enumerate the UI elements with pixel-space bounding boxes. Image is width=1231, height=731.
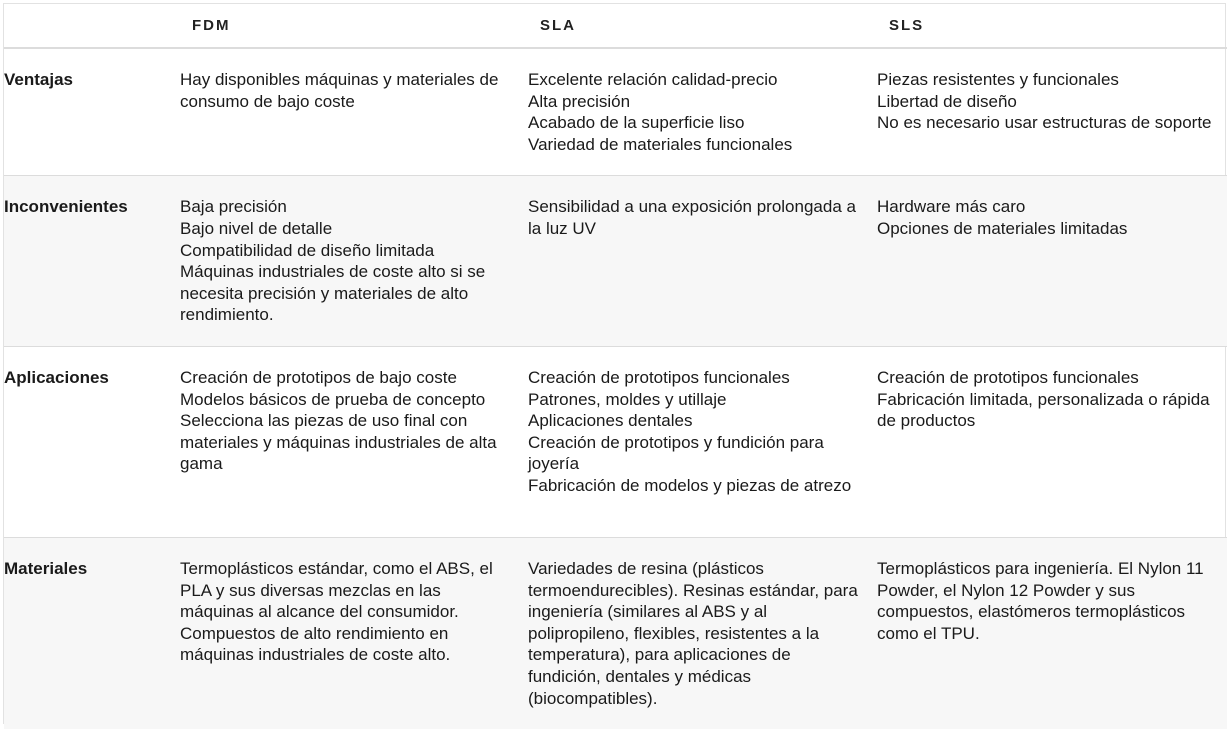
cell-fdm xyxy=(180,176,528,347)
cell-sla xyxy=(528,346,877,537)
cell-line: Bajo nivel de detalle xyxy=(180,218,333,238)
cell-line: Alta precisión xyxy=(528,91,631,111)
cell-line: Acabado de la superficie liso xyxy=(528,113,745,133)
cell-line: Patrones, moldes y utillaje xyxy=(528,389,727,409)
cell-sla xyxy=(528,176,877,347)
cell-line: No es necesario usar estructuras de soporte xyxy=(877,113,1212,133)
cell-line: Aplicaciones dentales xyxy=(528,411,693,431)
cell-line: Variedad de materiales funcionales xyxy=(528,134,793,154)
header-empty xyxy=(4,4,180,48)
cell-line: Termoplásticos para ingeniería. El Nylon 11 Powder, el Nylon 12 Powder y sus compuestos, elastómeros termoplásticos como el TPU. xyxy=(877,558,1209,643)
cell-sls xyxy=(877,537,1227,729)
table-row xyxy=(4,48,1227,176)
cell-line: Termoplásticos estándar, como el ABS, el PLA y sus diversas mezclas en las máquinas al alcance del consumidor. Compuestos de alto rendimiento en máquinas industriales de coste alto. xyxy=(180,558,498,665)
cell-fdm xyxy=(180,537,528,729)
cell-line: Modelos básicos de prueba de concepto xyxy=(180,389,486,409)
cell-line: Libertad de diseño xyxy=(877,91,1017,111)
table-row xyxy=(4,346,1227,537)
cell-line: Selecciona las piezas de uso final con materiales y máquinas industriales de alta gama xyxy=(180,411,502,474)
header-sla: SLA xyxy=(528,4,877,48)
cell-line: Fabricación limitada, personalizada o rápida de productos xyxy=(877,389,1215,431)
row-label: Inconvenientes xyxy=(4,176,180,347)
cell-line: Creación de prototipos y fundición para joyería xyxy=(528,432,829,474)
row-label: Aplicaciones xyxy=(4,346,180,537)
cell-line: Hardware más caro xyxy=(877,197,1026,217)
cell-line: Baja precisión xyxy=(180,197,287,217)
cell-sls xyxy=(877,346,1227,537)
comparison-table xyxy=(4,4,1227,729)
cell-line: Creación de prototipos de bajo coste xyxy=(180,367,457,387)
cell-fdm xyxy=(180,346,528,537)
comparison-table-container xyxy=(3,3,1226,724)
row-label: Materiales xyxy=(4,537,180,729)
cell-line: Fabricación de modelos y piezas de atrezo xyxy=(528,475,852,495)
row-label: Ventajas xyxy=(4,48,180,176)
cell-fdm xyxy=(180,48,528,176)
cell-sla xyxy=(528,48,877,176)
cell-sls xyxy=(877,48,1227,176)
cell-sls xyxy=(877,176,1227,347)
cell-line: Excelente relación calidad-precio xyxy=(528,70,778,89)
table-row xyxy=(4,537,1227,729)
cell-line: Variedades de resina (plásticos termoendurecibles). Resinas estándar, para ingeniería (similares al ABS y al polipropileno, flexibles, resistentes a la temperatura), para aplicaciones de fundición, dentales y médicas (biocompatibles). xyxy=(528,558,863,708)
cell-line: Opciones de materiales limitadas xyxy=(877,218,1128,238)
table-header-row xyxy=(4,4,1227,48)
cell-line: Compatibilidad de diseño limitada xyxy=(180,240,435,260)
cell-line: Máquinas industriales de coste alto si se necesita precisión y materiales de alto rendimiento. xyxy=(180,262,490,325)
table-row xyxy=(4,176,1227,347)
cell-sla xyxy=(528,537,877,729)
header-fdm: FDM xyxy=(180,4,528,48)
cell-line: Creación de prototipos funcionales xyxy=(877,367,1139,387)
cell-line: Piezas resistentes y funcionales xyxy=(877,70,1119,89)
cell-line: Creación de prototipos funcionales xyxy=(528,367,790,387)
header-sls: SLS xyxy=(877,4,1227,48)
cell-line: Sensibilidad a una exposición prolongada a la luz UV xyxy=(528,197,861,238)
cell-line: Hay disponibles máquinas y materiales de consumo de bajo coste xyxy=(180,70,504,111)
